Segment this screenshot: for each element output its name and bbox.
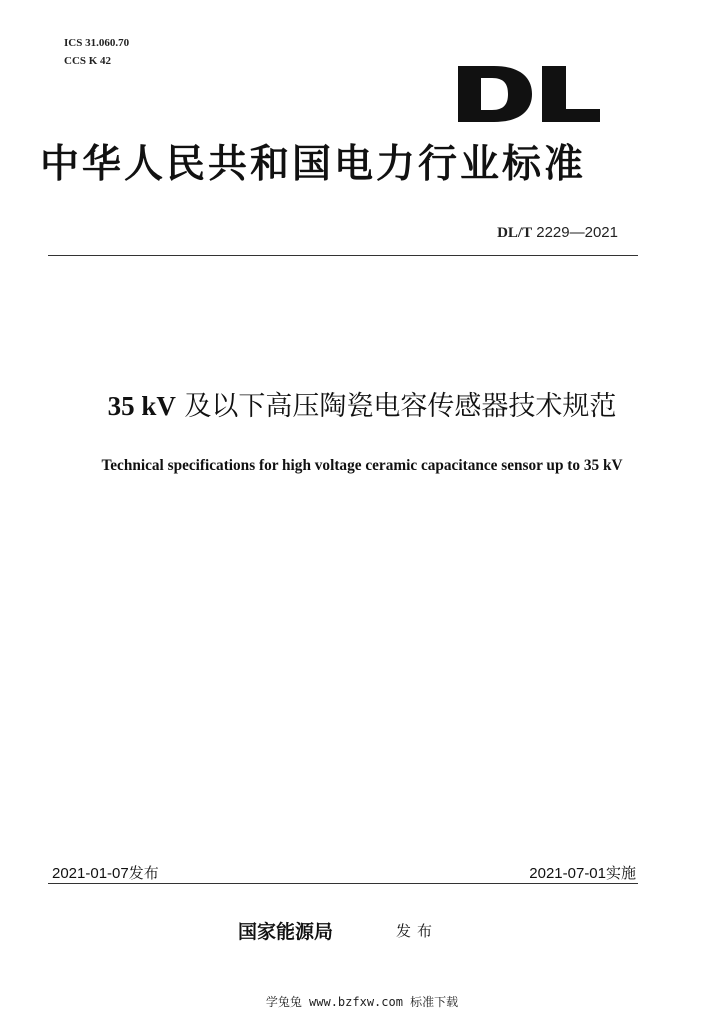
- issue-date: 2021-01-07发布: [52, 865, 159, 882]
- title-voltage: 35 kV: [107, 391, 176, 421]
- watermark-footer: 学兔兔 www.bzfxw.com 标准下载: [265, 995, 459, 1009]
- ccs-code: CCS K 42: [64, 55, 112, 67]
- standard-category-title: 中华人民共和国电力行业标准: [40, 141, 587, 187]
- standard-code: [497, 224, 618, 242]
- standard-code-prefix: DL/T: [497, 225, 533, 241]
- document-title-chinese: [0, 392, 724, 422]
- ics-code: ICS 31.060.70: [64, 37, 130, 49]
- publish-label: 发布: [396, 922, 439, 940]
- publisher-name: 国家能源局: [238, 921, 334, 943]
- implementation-date: 2021-07-01实施: [529, 865, 636, 882]
- title-chinese-text: 及以下高压陶瓷电容传感器技术规范: [175, 391, 617, 422]
- footer-divider: [48, 883, 638, 884]
- header-divider: [48, 255, 638, 256]
- standard-code-number: 2229—2021: [536, 224, 618, 241]
- dl-logo-icon: [456, 66, 602, 122]
- document-title-english: Technical specifications for high voltage ceramic capacitance sensor up to 35 kV: [101, 457, 623, 474]
